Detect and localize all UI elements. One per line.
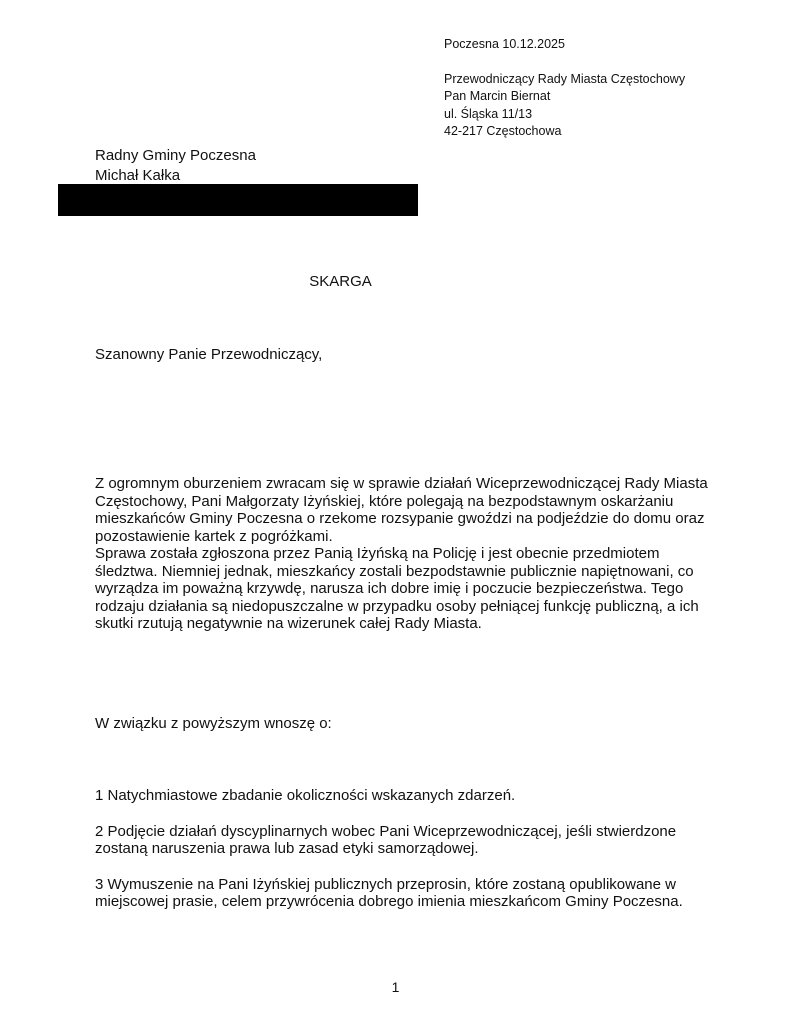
page-number: 1 bbox=[391, 979, 400, 995]
recipient-street: ul. Śląska 11/13 bbox=[444, 106, 533, 121]
request-item-3: 3 Wymuszenie na Pani Iżyńskiej publicznych przeprosin, które zostaną opublikowane w miejscowej prasie, celem przywrócenia dobrego imienia mieszkańcom Gminy Poczesna. bbox=[95, 875, 683, 910]
request-list bbox=[95, 787, 725, 929]
sender-title: Radny Gminy Poczesna bbox=[95, 147, 256, 164]
redaction-bar bbox=[58, 184, 418, 216]
body-paragraph-2: Sprawa została zgłoszona przez Panią Iżyńską na Policję i jest obecnie przedmiotem śledztwa. Niemniej jednak, mieszkańcy zostali bezpodstawnie publicznie napiętnowani, co wyrządza im poważną krzywdę, narusza ich dobre imię i poczucie bezpieczeństwa. Tego rodzaju działania są niedopuszczalne w przypadku osoby pełniącej funkcję publiczną, a ich skutki rzutują negatywnie na wizerunek całej Rady Miasta. bbox=[95, 545, 699, 632]
complaint-body bbox=[95, 475, 725, 633]
request-intro: W związku z powyższym wnoszę o: bbox=[95, 715, 332, 732]
recipient-title: Przewodniczący Rady Miasta Częstochowy bbox=[444, 71, 686, 86]
sender-block bbox=[95, 146, 256, 186]
sender-name: Michał Kałka bbox=[95, 167, 181, 184]
document-title: SKARGA bbox=[309, 273, 372, 290]
body-paragraph-1: Z ogromnym oburzeniem zwracam się w sprawie działań Wiceprzewodniczącej Rady Miasta Częstochowy, Pani Małgorzaty Iżyńskiej, które polegają na bezpodstawnym oskarżaniu mieszkańców Gminy Poczesna o rzekome rozsypanie gwoździ na podjeździe do domu oraz pozostawienie kartek z pogróżkami. bbox=[95, 475, 708, 545]
document-date: Poczesna 10.12.2025 bbox=[444, 37, 565, 51]
request-item-2: 2 Podjęcie działań dyscyplinarnych wobec Pani Wiceprzewodniczącej, jeśli stwierdzone zostaną naruszenia prawa lub zasad etyki samorządowej. bbox=[95, 822, 677, 857]
recipient-city: 42-217 Częstochowa bbox=[444, 124, 562, 138]
recipient-name: Pan Marcin Biernat bbox=[444, 89, 551, 103]
request-item-1: 1 Natychmiastowe zbadanie okoliczności wskazanych zdarzeń. bbox=[95, 787, 516, 804]
salutation: Szanowny Panie Przewodniczący, bbox=[95, 346, 323, 363]
recipient-address-block bbox=[444, 36, 685, 141]
